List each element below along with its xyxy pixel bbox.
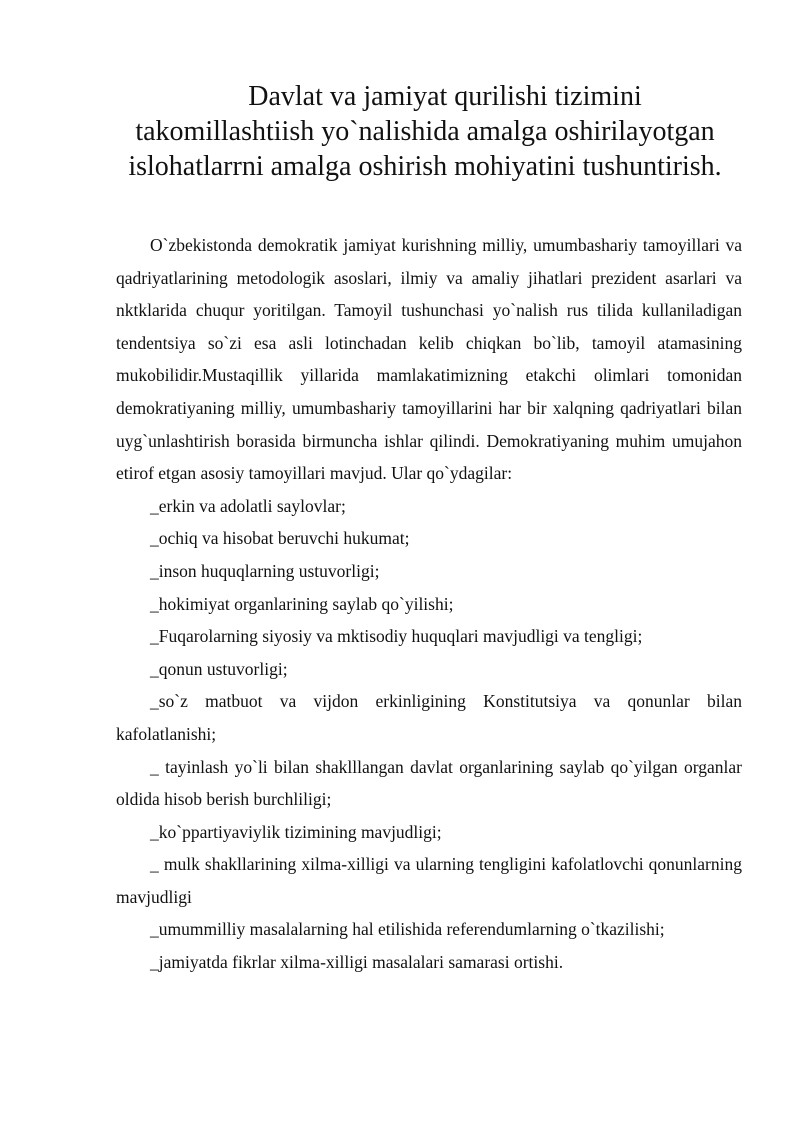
list-item: _ochiq va hisobat beruvchi hukumat; xyxy=(150,528,410,549)
list-item: _so`z matbuot va vijdon erkinligining Konstitutsiya va qonunlar bilan kafolatlanishi; xyxy=(116,691,742,744)
title-line-1: Davlat va jamiyat qurilishi tizimini xyxy=(248,81,642,112)
title-line-3: islohatlarrni amalga oshirish mohiyatini tushuntirish. xyxy=(128,151,722,182)
list-item: _hokimiyat organlarining saylab qo`yilishi; xyxy=(150,593,454,614)
list-item: _inson huquqlarning ustuvorligi; xyxy=(150,560,380,581)
list-item: _ mulk shakllarining xilma-xilligi va ularning tengligini kafolatlovchi qonunlarning mavjudligi xyxy=(116,854,742,907)
list-item: _jamiyatda fikrlar xilma-xilligi masalalari samarasi ortishi. xyxy=(150,952,564,973)
principles-list xyxy=(116,490,742,979)
intro-paragraph: O`zbekistonda demokratik jamiyat kurishning milliy, umumbashariy tamoyillari va qadriyatlarining metodologik asoslari, ilmiy va amaliy jihatlari prezident asarlari va nktklarida chuqur yoritilgan. Tamoyil tushunchasi yo`nalish rus tilida kullaniladigan tendentsiya so`zi esa asli lotinchadan kelib chiqkan bo`lib, tamoyil atamasining mukobilidir.Mustaqillik yillarida mamlakatimizning etakchi olimlari tomonidan demokratiyaning milliy, umumbashariy tamoyillarini har bir xalqning qadriyatlari bilan uyg`unlashtirish borasida birmuncha ishlar qilindi. Demokratiyaning muhim umujahon etirof etgan asosiy tamoyillari mavjud. Ular qo`ydagilar: xyxy=(116,235,742,484)
list-item: _ tayinlash yo`li bilan shaklllangan davlat organlarining saylab qo`yilgan organlar oldida hisob berish burchliligi; xyxy=(116,756,742,810)
list-item: _umummilliy masalalarning hal etilishida referendumlarning o`tkazilishi; xyxy=(150,919,665,940)
document-body xyxy=(116,229,742,979)
list-item: _Fuqarolarning siyosiy va mktisodiy huquqlari mavjudligi va tengligi; xyxy=(150,626,643,647)
list-item: _qonun ustuvorligi; xyxy=(150,658,288,679)
title-line-2: takomillashtiish yo`nalishida amalga oshirilayotgan xyxy=(135,116,715,147)
list-item: _ko`ppartiyaviylik tizimining mavjudligi; xyxy=(150,821,442,842)
list-item: _erkin va adolatli saylovlar; xyxy=(150,495,346,516)
document-title xyxy=(100,79,750,184)
